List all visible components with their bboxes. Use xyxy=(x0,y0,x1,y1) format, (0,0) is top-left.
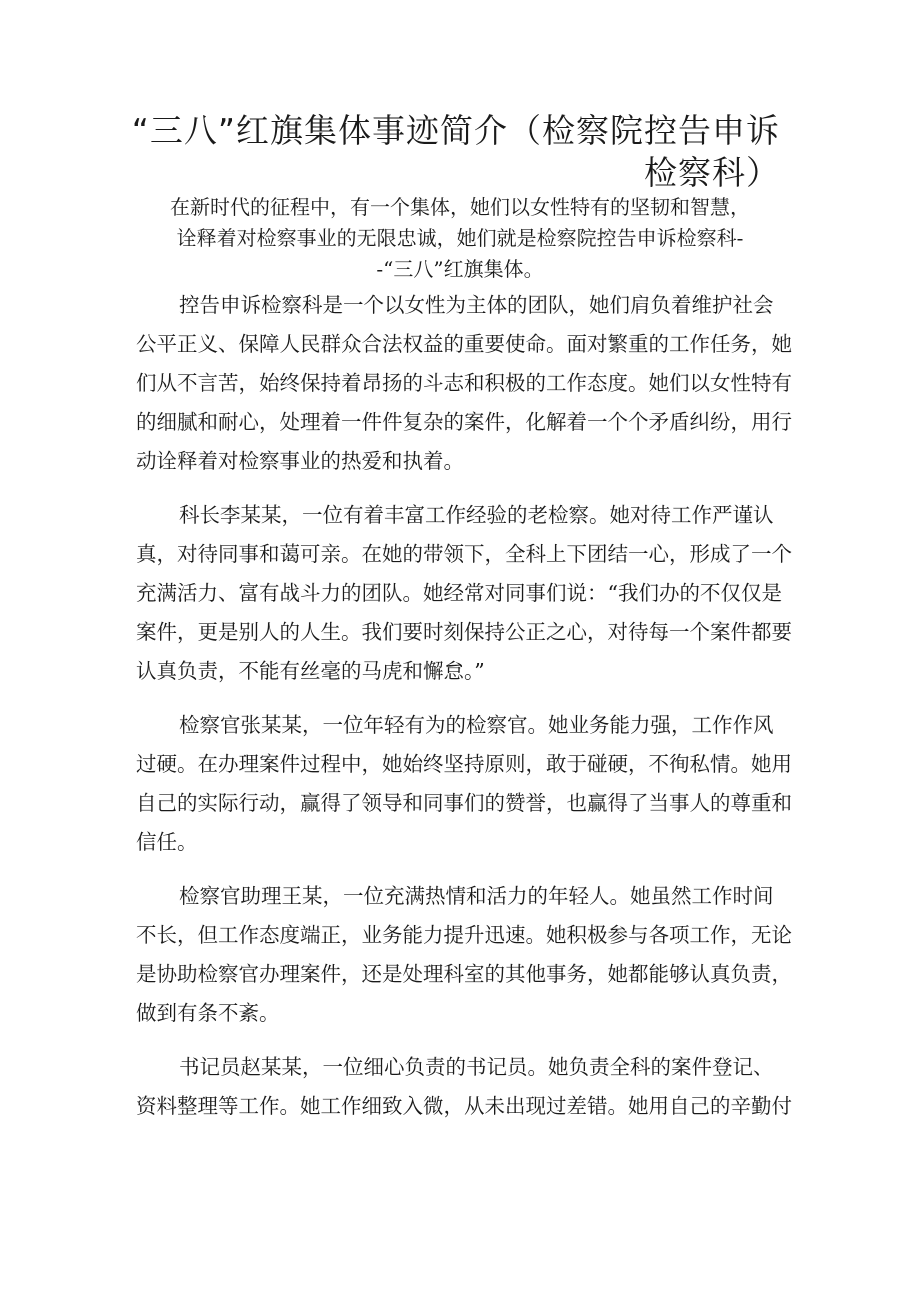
paragraph-line: 过硬。在办理案件过程中，她始终坚持原则，敢于碰硬，不徇私情。她用 xyxy=(136,752,792,776)
paragraph-line: 不长，但工作态度端正，业务能力提升迅速。她积极参与各项工作，无论 xyxy=(136,923,792,947)
paragraph-line: 是协助检察官办理案件，还是处理科室的其他事务，她都能够认真负责， xyxy=(136,962,792,986)
paragraph-line: 自己的实际行动，赢得了领导和同事们的赞誉，也赢得了当事人的尊重和 xyxy=(136,791,792,815)
document-title-line-2: 检察科） xyxy=(644,153,780,192)
intro-line-1: 在新时代的征程中，有一个集体，她们以女性特有的坚韧和智慧， xyxy=(170,195,750,219)
paragraph-prosecutor-assistant xyxy=(136,877,792,1033)
paragraph-line: 的细腻和耐心，处理着一件件复杂的案件，化解着一个个矛盾纠纷，用行 xyxy=(136,410,792,434)
paragraph-line: 们从不言苦，始终保持着昂扬的斗志和积极的工作态度。她们以女性特有 xyxy=(136,371,792,395)
intro-line-3: -“三八”红旗集体。 xyxy=(376,257,544,281)
paragraph-line: 动诠释着对检察事业的热爱和执着。 xyxy=(136,449,464,473)
paragraph-prosecutor xyxy=(136,706,792,862)
paragraph-line: 认真负责，不能有丝毫的马虎和懈怠。” xyxy=(136,659,485,683)
paragraph-line: 检察官张某某，一位年轻有为的检察官。她业务能力强，工作作风 xyxy=(179,713,774,737)
paragraph-line: 科长李某某，一位有着丰富工作经验的老检察。她对待工作严谨认 xyxy=(179,503,774,527)
paragraph-line: 控告申诉检察科是一个以女性为主体的团队，她们肩负着维护社会 xyxy=(179,293,774,317)
paragraph-line: 资料整理等工作。她工作细致入微，从未出现过差错。她用自己的辛勤付 xyxy=(136,1094,792,1118)
paragraph-line: 充满活力、富有战斗力的团队。她经常对同事们说：“我们办的不仅仅是 xyxy=(136,581,782,605)
paragraph-line: 书记员赵某某，一位细心负责的书记员。她负责全科的案件登记、 xyxy=(179,1055,774,1079)
paragraph-line: 公平正义、保障人民群众合法权益的重要使命。面对繁重的工作任务，她 xyxy=(136,332,792,356)
paragraph-line: 做到有条不紊。 xyxy=(136,1001,280,1025)
paragraph-team-overview xyxy=(136,286,792,481)
paragraph-line: 检察官助理王某，一位充满热情和活力的年轻人。她虽然工作时间 xyxy=(179,884,774,908)
paragraph-line: 信任。 xyxy=(136,830,198,854)
paragraph-clerk xyxy=(136,1048,792,1126)
intro-line-2: 诠释着对检察事业的无限忠诚，她们就是检察院控告申诉检察科- xyxy=(176,226,744,250)
paragraph-section-chief xyxy=(136,496,792,691)
paragraph-line: 案件，更是别人的人生。我们要时刻保持公正之心，对待每一个案件都要 xyxy=(136,620,792,644)
paragraph-line: 真，对待同事和蔼可亲。在她的带领下，全科上下团结一心，形成了一个 xyxy=(136,542,792,566)
document-title-line-1: “三八”红旗集体事迹简介（检察院控告申诉 xyxy=(131,111,780,150)
